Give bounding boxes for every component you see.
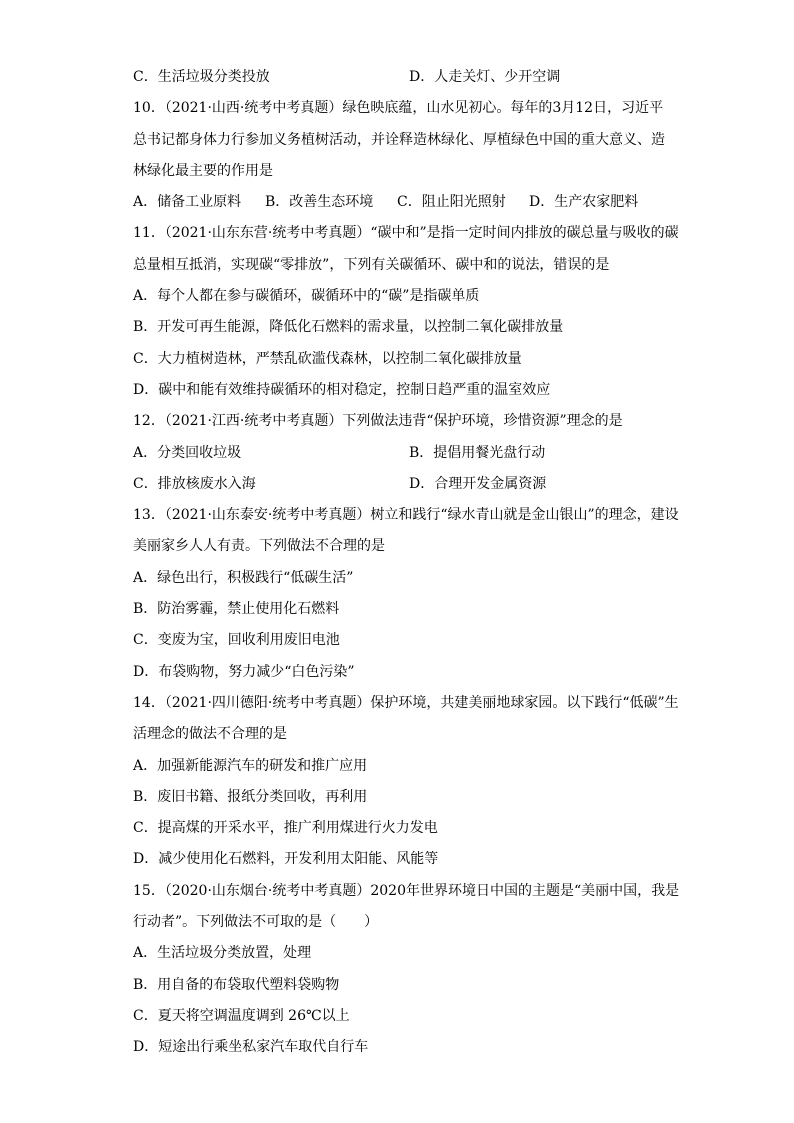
text-line: D．减少使用化石燃料，开发利用太阳能、风能等 bbox=[133, 851, 439, 868]
answer-option: C．生活垃圾分类投放 bbox=[133, 69, 270, 85]
answer-option: B．改善生态环境 bbox=[265, 194, 374, 211]
text-line: A．生活垃圾分类放置，处理 bbox=[133, 945, 312, 962]
text-line: B．用自备的布袋取代塑料袋购物 bbox=[133, 976, 340, 993]
option-row bbox=[133, 438, 794, 469]
text-line: C．大力植树造林，严禁乱砍滥伐森林，以控制二氧化碳排放量 bbox=[133, 350, 522, 367]
text-line: A．每个人都在参与碳循环，碳循环中的“碳”是指碳单质 bbox=[133, 288, 480, 305]
text-line: D．布袋购物，努力减少“白色污染” bbox=[133, 663, 355, 680]
text-line: C．变废为宝，回收利用废旧电池 bbox=[133, 632, 340, 649]
option-row bbox=[133, 469, 794, 500]
text-line: 行动者”。下列做法不可取的是（ ） bbox=[133, 914, 379, 931]
text-line: 13．（2021·山东泰安·统考中考真题）树立和践行“绿水青山就是金山银山”的理念，建设 bbox=[133, 507, 679, 524]
text-line: 林绿化最主要的作用是 bbox=[133, 162, 273, 179]
text-line: B．防治雾霾，禁止使用化石燃料 bbox=[133, 601, 340, 618]
text-line: B．开发可再生能源，降低化石燃料的需求量，以控制二氧化碳排放量 bbox=[133, 319, 564, 336]
text-line: A．绿色出行，积极践行“低碳生活” bbox=[133, 569, 354, 586]
answer-option: D．生产农家肥料 bbox=[529, 194, 639, 211]
text-line: 12．（2021·江西·统考中考真题）下列做法违背“保护环境，珍惜资源”理念的是 bbox=[133, 413, 623, 430]
text-line: 14．（2021·四川德阳·统考中考真题）保护环境，共建美丽地球家园。以下践行“低碳”生 bbox=[133, 694, 679, 711]
option-row bbox=[133, 62, 794, 93]
answer-option: A．分类回收垃圾 bbox=[133, 444, 242, 461]
option-row bbox=[133, 187, 794, 218]
text-line: C．夏天将空调温度调到 26℃以上 bbox=[133, 1007, 350, 1024]
text-line: 美丽家乡人人有责。下列做法不合理的是 bbox=[133, 538, 385, 555]
text-line: 11．（2021·山东东营·统考中考真题）“碳中和”是指一定时间内排放的碳总量与吸收的碳 bbox=[133, 225, 679, 242]
answer-option: D．合理开发金属资源 bbox=[409, 475, 547, 492]
answer-option: B．提倡用餐光盘行动 bbox=[409, 444, 546, 461]
answer-option: D．人走关灯、少开空调 bbox=[409, 69, 561, 85]
answer-option: A．储备工业原料 bbox=[133, 194, 242, 211]
text-line: D．短途出行乘坐私家汽车取代自行车 bbox=[133, 1039, 369, 1056]
text-line: A．加强新能源汽车的研发和推广应用 bbox=[133, 757, 368, 774]
answer-option: C．排放核废水入海 bbox=[133, 475, 256, 492]
text-line: 活理念的做法不合理的是 bbox=[133, 726, 287, 743]
text-line: C．提高煤的开采水平，推广利用煤进行火力发电 bbox=[133, 820, 438, 837]
answer-option: C．阻止阳光照射 bbox=[397, 194, 506, 211]
text-line: 15．（2020·山东烟台·统考中考真题）2020年世界环境日中国的主题是“美丽中国，我是 bbox=[133, 882, 680, 899]
text-line: B．废旧书籍、报纸分类回收，再利用 bbox=[133, 788, 368, 805]
text-line: 总书记都身体力行参加义务植树活动，并诠释造林绿化、厚植绿色中国的重大意义、造 bbox=[133, 131, 665, 148]
text-line: D．碳中和能有效维持碳循环的相对稳定，控制日趋严重的温室效应 bbox=[133, 381, 551, 398]
text-line: 总量相互抵消，实现碳“零排放”，下列有关碳循环、碳中和的说法，错误的是 bbox=[133, 256, 610, 273]
text-line: 10．（2021·山西·统考中考真题）绿色映底蕴，山水见初心。每年的3月12日，习近平 bbox=[133, 100, 664, 117]
